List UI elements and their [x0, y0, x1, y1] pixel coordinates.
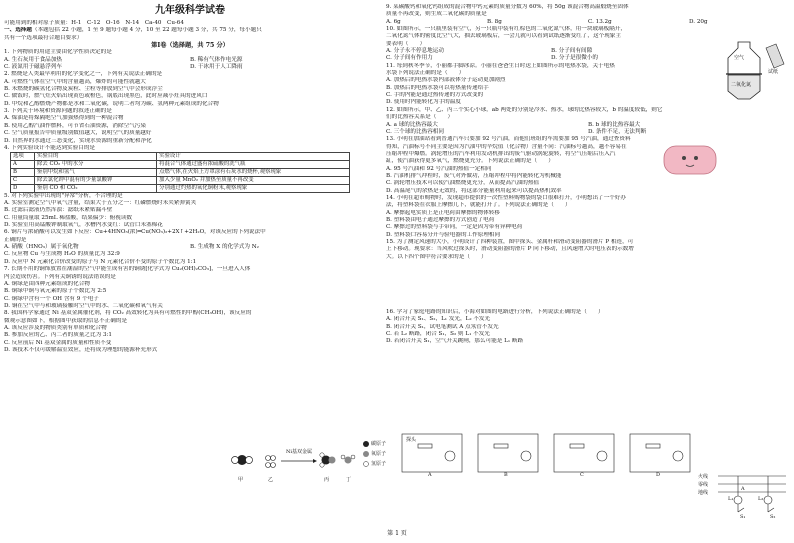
question-stem-cont: 压缩冲程中爆燃。涡轮增压的汽车利用发动机排出的废气驱动涡轮旋转，将空气压缩后压入汽: [386, 150, 616, 157]
option-c[interactable]: C. 反应物 Cu 与生成物 H₂O 的质量比为 32:9: [4, 251, 120, 258]
option-d[interactable]: D. 使用时内能转化为手的温度: [386, 99, 461, 106]
option-c[interactable]: C. 空气质量报告中质量级别数值越大，说明空气的质量越好: [4, 130, 152, 137]
question-stem-cont: 得知，汽油标号不同主要是因为汽油中的辛烷值（化合物）含量不同：汽油标号越高，越不容易在: [386, 143, 627, 150]
question-stem: 2. 燃烧是人类最早利用的化学变化之一，下列有关说法正确的是: [4, 71, 163, 78]
option-a[interactable]: A. a 球的比热容最大: [386, 121, 438, 128]
option-a[interactable]: A. 可燃性气体在空气中的含量越高，爆炸的可能性就越大: [4, 78, 146, 85]
option-d[interactable]: D. 自然界的水通过三态变化，实现水资源的重新分配和净化: [4, 137, 152, 144]
option-b[interactable]: B. 闭合开关 S₁，试电笔测试 A 点氖管不发光: [386, 323, 499, 330]
table-cell: 点燃气体,在火焰上方罩涂有石灰水的烧杯,观察现象: [157, 169, 350, 177]
question-stem: 13. 小明在加油站看到普通汽车只要加 92 号汽油，而他们班组的车需要加 95 号汽油，通过查资料: [386, 136, 631, 143]
label-yi: 乙: [268, 477, 274, 483]
question-stem-cont: 们的比热容关系是（ ）: [386, 114, 454, 121]
question-stem: 12. 如图所示，甲、乙、丙三个实心小球，ab 两处的分别是冷水、热水，球的比热容较大，b 的温度较低，则它: [386, 106, 663, 113]
option-a[interactable]: A. 该反应涉及的物质类别有单质和化合物: [4, 324, 107, 331]
table-row: [11, 161, 350, 169]
wind-speed-circuits: [398, 430, 698, 478]
option-d[interactable]: D. 反应中 N 元素化合价改变的原子与 N 元素化合价不变的原子个数比为 1:1: [4, 258, 197, 265]
label-bing: 丙: [324, 477, 330, 483]
question-10: [386, 26, 716, 63]
option-a[interactable]: A. 实验室测定空气中氧气含量，结果大于五分之一：红磷燃烧时未夹紧弹簧夹: [4, 200, 197, 207]
legend-carbon: 碳原子: [371, 441, 387, 447]
options-row: [386, 19, 790, 26]
option-b[interactable]: B. b 球的比热容最大: [588, 121, 641, 128]
option-c[interactable]: C. 13.2g: [588, 18, 612, 25]
exam-title: 九年级科学试卷: [155, 5, 225, 16]
table-header: 实验目的: [34, 153, 156, 161]
household-circuit: [698, 470, 788, 524]
option-c[interactable]: C. 摩擦过的塑料袋与手带同，一定是因为带有异种电荷: [386, 224, 523, 231]
option-c[interactable]: C. 反应前后 Ni 基双金属的质量和性质不变: [4, 339, 112, 346]
option-d[interactable]: D. 塑料袋口容易分开与验电器的工作原理相同: [386, 231, 501, 238]
table-cell: 除去氯化钾中混有的少量氯酸钾: [34, 176, 156, 184]
question-6: [4, 229, 376, 266]
question-stem-cont: 要表明（ ）: [386, 40, 426, 47]
option-d[interactable]: D. 实验室用高锰酸钾制取氧气，水槽内水变红：试管口未塞棉花: [4, 222, 163, 229]
option-d[interactable]: D. 铜在空气中与和玻璃接触时空气中的水、二氧化碳和氧气有关: [4, 302, 163, 309]
reaction-diagram: [228, 430, 387, 492]
option-c[interactable]: C. 用量筒量取 25mL 稀盐酸，结果偏少：俯视读数: [4, 214, 133, 221]
label-no2: 二氧化氮: [731, 82, 752, 88]
option-d[interactable]: D. 分子是很微小的: [551, 55, 598, 62]
option-b[interactable]: B. 生成物 X 的化学式为 N₂: [190, 244, 259, 251]
question-16: [386, 309, 790, 346]
question-14: [386, 195, 790, 239]
question-9: [386, 4, 790, 26]
part-rule: （本题包括 22 小题，1 至 9 题每小题 4 分，10 至 22 题每小题 3 分，共 75 分，每小题只: [31, 27, 262, 34]
question-stem: 8. 我国科学家通过 Ni 基双金属催化剂，将 CO₂ 高效转化为具有可燃性的甲醇(CH₃OH)，该反应的: [4, 310, 252, 317]
table-row: [11, 176, 350, 184]
catalyst-label: Ni基双金属: [286, 449, 312, 455]
part-head: 一、选择题: [4, 27, 32, 34]
hot-water-bag-figure: [660, 140, 720, 180]
option-c[interactable]: C. 铜绿中含有一个 OH 含有 9 个电子: [4, 295, 99, 302]
question-2: [4, 71, 376, 108]
circuit-label-b: B: [504, 472, 508, 478]
table-cell: 除去 CO₂ 中的水分: [34, 161, 156, 169]
section-title: 第Ⅰ卷（选择题，共 75 分）: [151, 42, 229, 50]
table-cell: D: [11, 184, 35, 192]
option-d[interactable]: D. 干冰用于人工降雨: [190, 64, 243, 71]
option-b[interactable]: B. 未燃烧的碳氢化合物及炭粒、尘粒等排放到空气中会形成浮尘: [4, 86, 163, 93]
question-stem: 7. 长期不用的铜饰放置在潮湿的空气中能生成有害的铜锈[化学式为 Cu₂(OH)₂CO₃]，一旦进入人体: [4, 266, 251, 273]
option-a[interactable]: A. 煤油是将煤隔绝空气加强热得到的一种混合物: [4, 115, 124, 122]
left-column: [4, 4, 376, 354]
circuit-d: [630, 434, 690, 472]
question-stem: 3. 下列关于环境和资源问题的叙述正确的是: [4, 108, 112, 115]
ground-wire-label: 地线: [698, 490, 709, 496]
question-stem-cont: 正确的是: [4, 236, 27, 243]
option-b[interactable]: B. 使用乙醇汽油作燃料，可节省石油资源，消除空气污染: [4, 122, 146, 129]
option-c[interactable]: C. 分子间有作用力: [386, 55, 433, 62]
circuit-figures-space: [386, 261, 790, 309]
option-a[interactable]: A. 摩擦起电实质上是正电荷由摩擦的物体转移: [386, 209, 500, 216]
question-stem-cont: 二氧化氮气体的密度比空气大，抽去玻璃板后，一会儿就可以看到试纸逐渐变红了，这个现象主: [386, 33, 621, 40]
table-row: [11, 184, 350, 192]
part-one-header: [4, 27, 376, 34]
option-b[interactable]: B. 分子间有间隙: [551, 48, 593, 55]
circuit-label-d: D: [656, 472, 661, 478]
question-12: [386, 107, 790, 136]
question-stem-cont: 水袋下列说法正确的是（ ）: [386, 70, 465, 77]
label-air: 空气: [734, 55, 745, 61]
option-d[interactable]: D. 该技术不仅可缓解温室效应，还将成为理想的能源补充形式: [4, 346, 158, 353]
question-stem-cont: 上下移动。现要求：当风吹过探头时，滑动变阻器的滑片 P 向下移动，且风速增大时电压表的示数增: [386, 246, 634, 253]
question-4: [4, 145, 376, 193]
options-row: [386, 129, 790, 136]
question-7: [4, 266, 376, 310]
notice: 共有一个选项最符合题目要求）: [4, 34, 83, 41]
question-stem-cont: 微观示意图如下，根据图中获取的信息不正确的是: [4, 317, 128, 324]
option-a[interactable]: A. 6g: [386, 18, 401, 25]
table-header: 选项: [11, 153, 35, 161]
options-row: [4, 57, 376, 64]
table-row: [11, 169, 350, 177]
option-b[interactable]: B. 稀有气体作电光源: [190, 56, 243, 63]
question-stem: 1. 下列物质的用途主要由化学性质决定的是: [4, 49, 112, 56]
legend-oxygen: 氧原子: [371, 451, 387, 457]
question-stem: 9. 某碳酸钙和氧化钙组成的混合物中钙元素的质量分数为 60%，将 50g 该混合物高温煅烧至固体: [386, 4, 629, 10]
question-stem: 5. 对下列实验中出现的"异常"分析，不合理的是: [4, 192, 123, 199]
label-ding: 丁: [346, 477, 352, 483]
option-b[interactable]: B. 铜绿中铜与氧元素的原子个数比为 2:5: [4, 288, 107, 295]
question-stem-cont: 质量不再改变，则生成二氧化碳的质量是: [386, 11, 487, 18]
probe-label: 探头: [406, 437, 417, 443]
option-c[interactable]: C. 若 L₂ 断路，闭合 S₁，S₂ 则 L₁ 不发光: [386, 331, 490, 338]
option-b[interactable]: B. 加热后的电热水袋可以将热量传递给手: [386, 84, 489, 91]
question-8: [4, 310, 376, 354]
option-c[interactable]: C. 液氮用于磁悬浮列车: [4, 64, 62, 71]
option-d[interactable]: D. 若闭合开关 S₁，空气开关跳闸，那么可能是 L₁ 断路: [386, 338, 524, 345]
table-cell: C: [11, 176, 35, 184]
table-cell: 将混合气体通过盛有浓硫酸的洗气瓶: [157, 161, 350, 169]
atomic-masses: 可能用到的相对原子质量：H-1 C-12 O-16 N-14 Ca-40 Cu-64: [4, 20, 184, 26]
circuit-label-c: C: [580, 472, 584, 478]
option-b[interactable]: B. 8g: [487, 18, 502, 25]
table-cell: 分别通过灼热的氧化铜粉末,观察现象: [157, 184, 350, 192]
table-cell: B: [11, 169, 35, 177]
table-cell: 鉴别甲烷和氢气: [34, 169, 156, 177]
switch-s2-label: S₂: [770, 514, 776, 520]
options-row: [386, 122, 790, 129]
option-c[interactable]: C. 手的内能是通过热传递的方式改变的: [386, 92, 484, 99]
label-jia: 甲: [238, 477, 244, 483]
option-a[interactable]: A. 95 号汽油和 92 号汽油的热值一定相同: [386, 165, 492, 172]
option-a[interactable]: A. 生石灰用于食品加热: [4, 56, 62, 63]
question-stem: 10. 如图所示，一只瓶里装有空气，另一只瓶中装有红棕色的二氧化氮气体，用一块玻璃板隔开，: [386, 26, 627, 33]
option-d[interactable]: D. 20g: [689, 18, 708, 25]
options-row: [4, 244, 376, 251]
option-c[interactable]: C. 涡轮增压技术可以使汽油燃烧更充分，从而提高汽油的热值: [386, 180, 540, 187]
page-number: 第 1 页: [387, 530, 407, 537]
option-a[interactable]: A. 分子永不停息地运动: [386, 48, 444, 55]
option-b[interactable]: B. 过滤后滤液仍然浑浊：滤纸未紧贴漏斗壁: [4, 207, 113, 214]
option-a[interactable]: A. 加热后的电热水袋内部液体分子运动更加剧烈: [386, 77, 506, 84]
question-3: [4, 108, 376, 145]
option-a[interactable]: A. 闭合开关 S₁、S₂，L₁ 发光，L₂ 不发光: [386, 316, 491, 323]
question-1: [4, 49, 376, 71]
options-row: [4, 64, 376, 71]
table-header-row: [11, 153, 350, 161]
question-stem-cont: 大。以下四个图中符合要求的是（ ）: [386, 253, 487, 260]
lamp-l1-label: L₁: [728, 496, 734, 502]
question-stem: 4. 下列实验设计不能达到实验目的是: [4, 144, 96, 151]
question-stem: 14. 小明在超市购物时，发现超市提供的一次性塑料购物袋的袋口很难打开，小明想出了一个好办: [386, 194, 627, 201]
table-cell: 加入少量 MnO₂ 并加热至质量不再改变: [157, 176, 350, 184]
question-stem-cont: 缸，使汽油获得更多氧气，燃烧更充分。下列说法正确的是（ ）: [386, 158, 554, 165]
question-5: [4, 193, 376, 230]
option-b[interactable]: B. 汽油机排气冲程时，废气对外做功，压缩冲程中将内能转化为机械能: [386, 172, 562, 179]
gas-bottles-figure: [718, 38, 786, 100]
point-a-label: A: [741, 486, 745, 492]
neutral-wire-label: 零线: [698, 482, 709, 488]
experiment-table: [10, 152, 350, 193]
option-d[interactable]: D. 高温尾气的余热是无效的，将这部分能量利用起来可以提高热机效率: [386, 187, 562, 194]
options-row: [386, 55, 716, 62]
question-stem-cont: 内会造成伤害。下列有关铜锈的说法错误的是: [4, 273, 116, 280]
question-13: [386, 136, 790, 195]
question-15: [386, 239, 790, 261]
question-stem-cont: 法，将塑料袋在衣服上摩擦几下，就能打开了。下列说法正确的是（ ）: [386, 202, 571, 209]
switch-s1-label: S₁: [740, 514, 746, 520]
option-c[interactable]: C. 做饭时，燃气灶火焰出现黄色或橙色，锅底出现黑色，此时应减小灶具的进风口: [4, 93, 208, 100]
question-stem: 11. 每到秋冬季节，小丽都手脚冰凉。小丽在爸爸生日时送上如图所示的电热水袋，关于电热: [386, 62, 615, 69]
table-header: 实验设计: [157, 153, 350, 161]
option-d[interactable]: D. 甲烷和乙醇燃烧产物都是水和二氧化碳，说明二者均为碳、氢两种元素组成的化合物: [4, 100, 219, 107]
question-stem: 15. 为了测定风速的大小，小明设计了四种装置，图中探头、金属杆和滑动变阻器的滑片 P 相连，可: [386, 239, 634, 245]
circuit-c: [554, 434, 614, 472]
option-c[interactable]: C. 三个球的比热容相同: [386, 128, 444, 135]
option-a[interactable]: A. 硝酸（HNO₃）属于氧化物: [4, 244, 79, 251]
option-b[interactable]: B. 参加反应的乙、丙二者的质量之比为 3:1: [4, 332, 112, 339]
circuit-label-a: A: [428, 472, 432, 478]
live-wire-label: 火线: [698, 474, 709, 480]
question-stem: 6. 铜片与浓硝酸可以发生如下反应：Cu+4HNO₃(浓)═Cu(NO₃)₂+2X↑+2H₂O，对该反应的下列说法中: [4, 229, 266, 236]
table-cell: 鉴别 CO 和 CO₂: [34, 184, 156, 192]
question-stem: 16. 学习了家庭电路的知识后，小海对如图的电路进行分析，下列说法正确的是（ ）: [386, 309, 604, 316]
circuit-b: [478, 434, 538, 472]
label-test-paper: 试纸: [768, 69, 779, 75]
legend-hydrogen: 氢原子: [371, 461, 387, 467]
table-cell: A: [11, 161, 35, 169]
option-d[interactable]: D. 条件不足，无法判断: [588, 128, 647, 135]
option-b[interactable]: B. 塑料袋由电子通过摩擦的方式创造了电荷: [386, 216, 495, 223]
option-a[interactable]: A. 铜绿是由四种元素组成的化合物: [4, 280, 90, 287]
lamp-l2-label: L₂: [758, 496, 764, 502]
